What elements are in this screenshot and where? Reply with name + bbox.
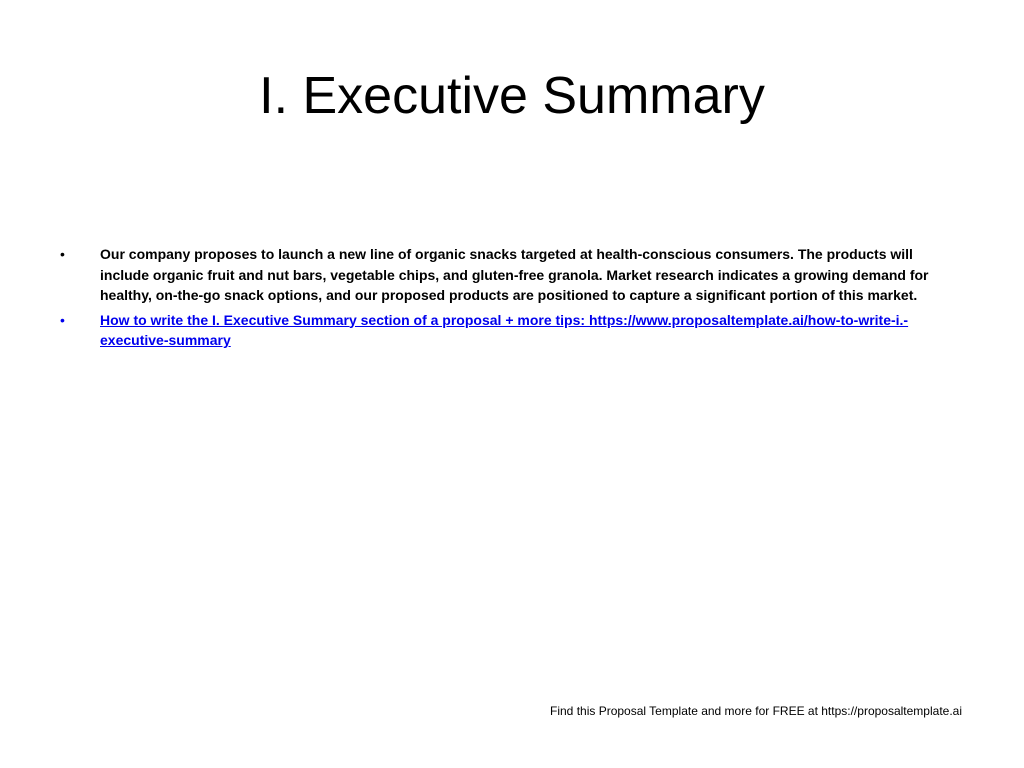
- slide-title: I. Executive Summary: [259, 67, 765, 125]
- bullet-marker: •: [60, 311, 65, 328]
- bullet-list: [60, 244, 960, 355]
- bullet-marker: •: [60, 246, 65, 262]
- bullet-text: Our company proposes to launch a new line of organic snacks targeted at health-conscious consumers. The products will include organic fruit and nut bars, vegetable chips, and gluten-free granola. Market research indicates a growing demand for healthy, on-the-go snack options, and our proposed products are positioned to capture a significant portion of this market.: [100, 246, 929, 303]
- footer-note: Find this Proposal Template and more for FREE at https://proposaltemplate.ai: [550, 704, 962, 718]
- proposal-tips-link[interactable]: How to write the I. Executive Summary section of a proposal + more tips: https://www.proposaltemplate.ai/how-to-write-i.-executive-summary: [100, 311, 909, 348]
- bullet-item-summary: [60, 244, 960, 306]
- bullet-item-link: [60, 310, 960, 351]
